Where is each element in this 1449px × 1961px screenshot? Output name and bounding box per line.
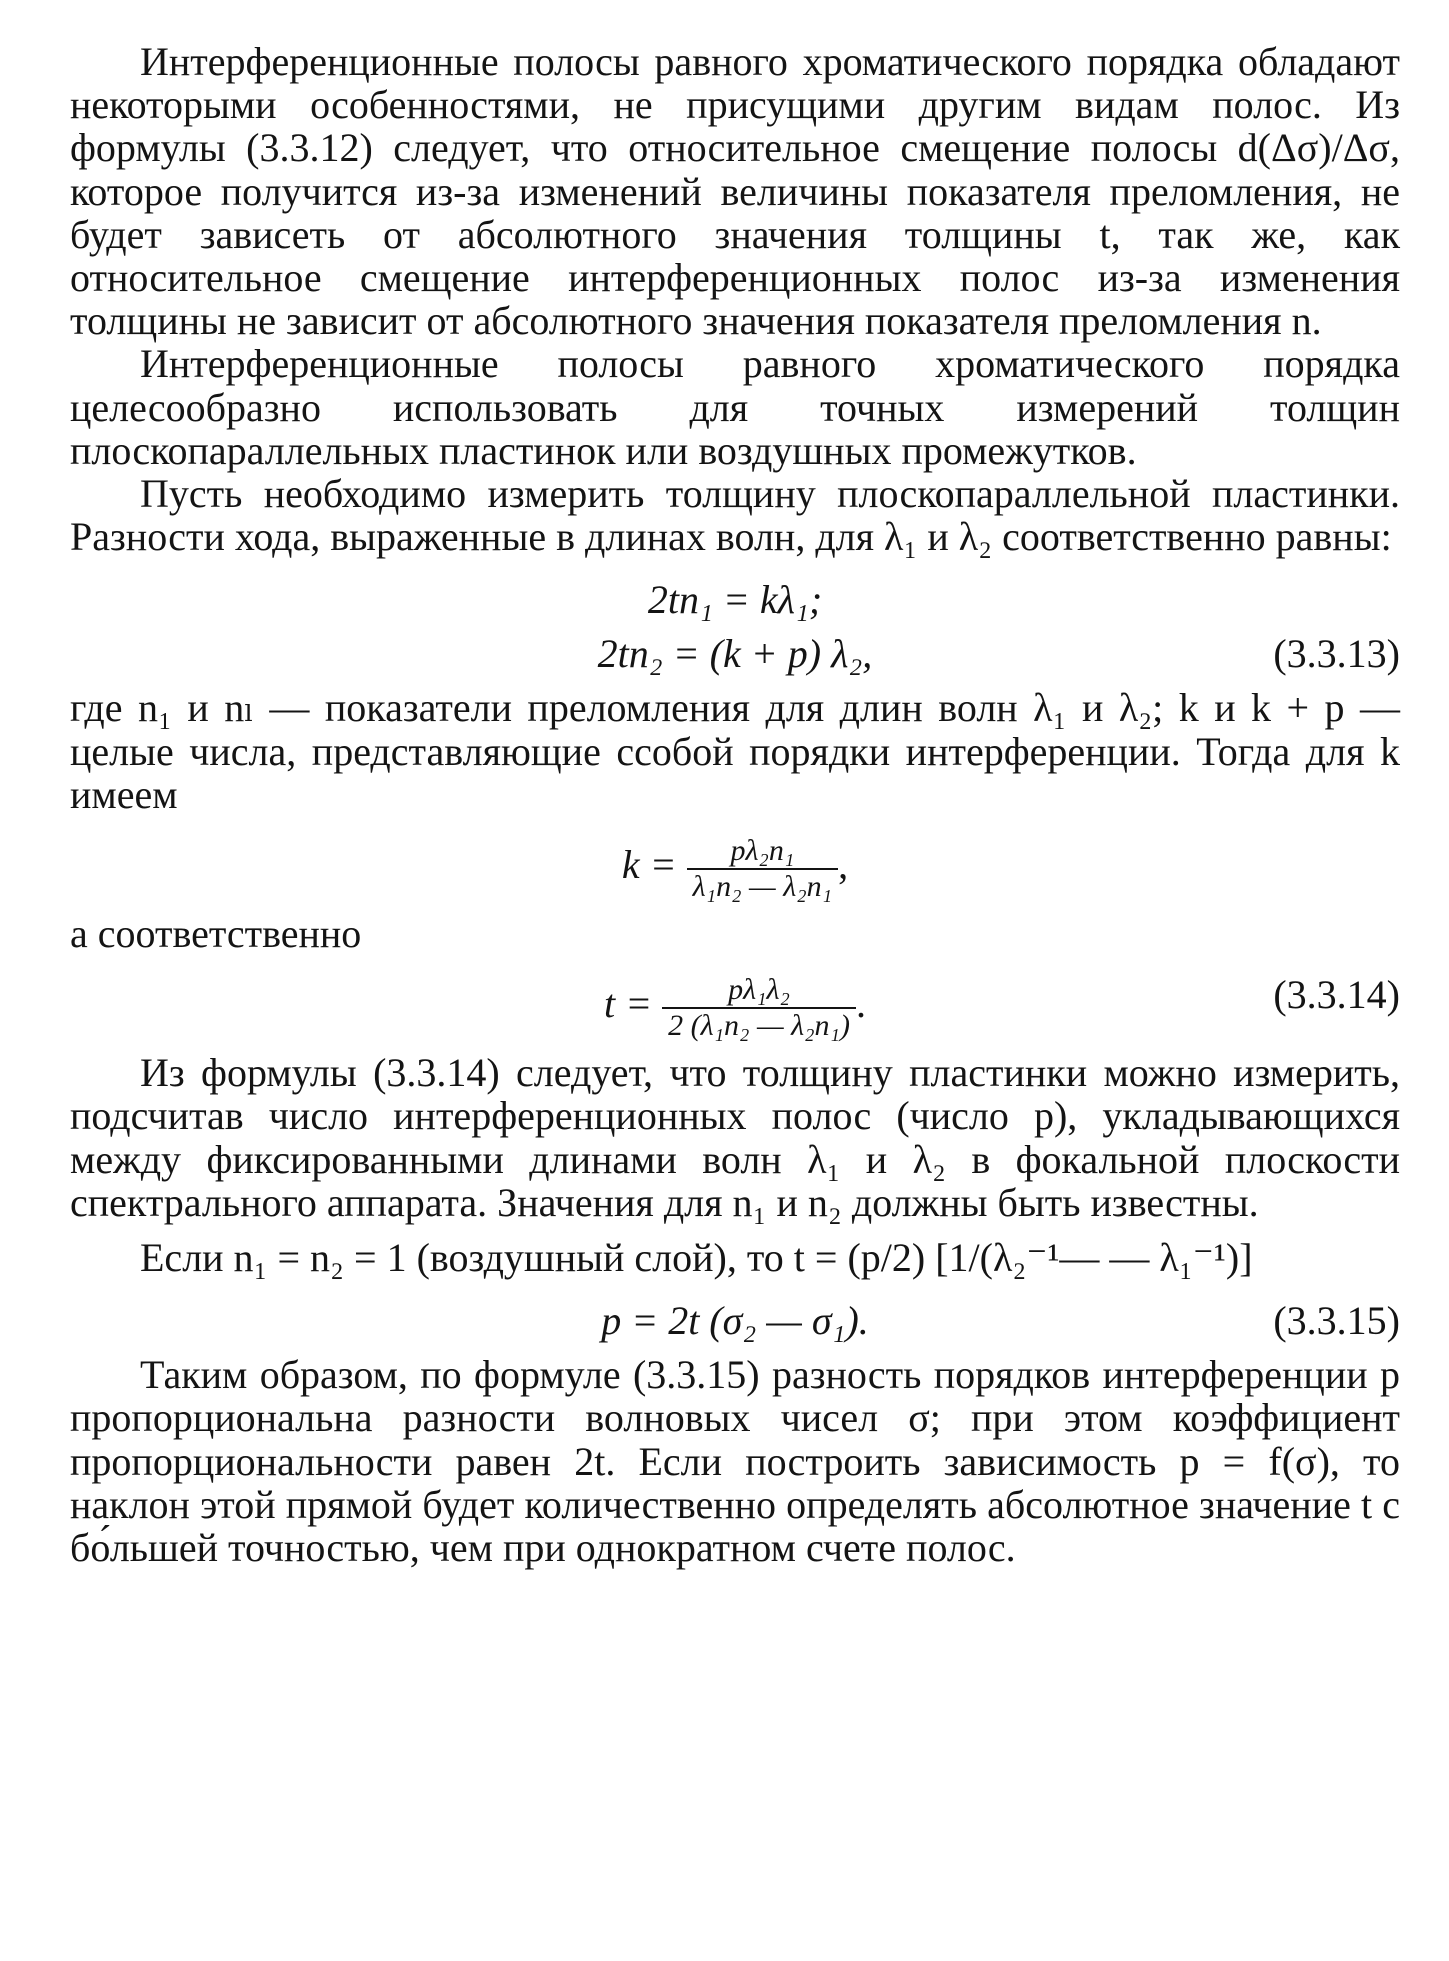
equation-t-tail: . [855,981,866,1027]
fraction-t-denominator: 2 (λ₁n₂ — λ₂n₁) [668,1009,850,1043]
paragraph-2: Интерференционные полосы равного хроматического порядка целесообразно использовать для точных измерений толщин плоскопараллельных пластинок или воздушных промежутков. [70,341,1400,473]
paragraph-8: Таким образом, по формуле (3.3.15) разность порядков интерференции p пропорциональна разности волновых чисел σ; при этом коэффициент пропорциональности равен 2t. Если построить зависимость p = f(σ), то наклон этой прямой будет количественно определять абсолютное значение t с бо́льшей точностью, чем при однократном счете полос. [70,1352,1400,1571]
equation-3-3-13 [70,632,1400,686]
fraction-k [687,834,838,904]
equation-1-expr: 2tn₁ = kλ₁; [647,577,823,623]
equation-k [70,816,1400,912]
equation-number: (3.3.14) [1273,972,1400,1018]
equation-1 [70,578,1400,632]
equation-3-3-15 [70,1299,1400,1353]
paragraph-1: Интерференционные полосы равного хроматического порядка обладают некоторыми особенностями, не присущими другим видам полос. Из формулы (3.3.12) следует, что относительное смещение полосы d(Δσ)/Δσ, которое получится из-за изменений величины показателя преломления, не будет зависеть от абсолютного значения толщины t, так же, как относительное смещение интерференционных полос из-за изменения толщины не зависит от абсолютного значения показателя преломления n. [70,39,1400,344]
equation-t-lhs: t = [604,981,653,1027]
fraction-t [662,973,856,1043]
document-page [70,40,1400,1569]
equation-number: (3.3.13) [1273,631,1400,677]
paragraph-4: где n₁ и nₗ — показатели преломления для длин волн λ₁ и λ₂; k и k + p — целые числа, представляющие ссобой порядки интерференции. Тогда для k имеем [70,685,1400,817]
fraction-k-denominator: λ₁n₂ — λ₂n₁ [692,870,833,904]
fraction-t-numerator: pλ₁λ₂ [662,973,856,1009]
paragraph-7: Если n₁ = n₂ = 1 (воздушный слой), то t = (p/2) [1/(λ₂⁻¹— — λ₁⁻¹)] [140,1235,1253,1281]
equation-k-tail: , [838,842,849,888]
fraction-k-numerator: pλ₂n₁ [687,834,838,870]
paragraph-6: Из формулы (3.3.14) следует, что толщину пластинки можно измерить, подсчитав число интерференционных полос (число p), укладывающихся между фиксированными длинами волн λ₁ и λ₂ в фокальной плоскости спектрального аппарата. Значения для n₁ и n₂ должны быть известны. [70,1050,1400,1225]
equation-number: (3.3.15) [1273,1298,1400,1344]
equation-p-expr: p = 2t (σ₂ — σ₁). [601,1298,869,1344]
equation-3-3-14 [70,955,1400,1051]
paragraph-3: Пусть необходимо измерить толщину плоскопараллельной пластинки. Разности хода, выраженные в длинах волн, для λ₁ и λ₂ соответственно равны: [70,471,1400,560]
equation-2-expr: 2tn₂ = (k + p) λ₂, [597,631,873,677]
equation-k-lhs: k = [621,842,677,888]
paragraph-5: а соответственно [70,911,362,957]
